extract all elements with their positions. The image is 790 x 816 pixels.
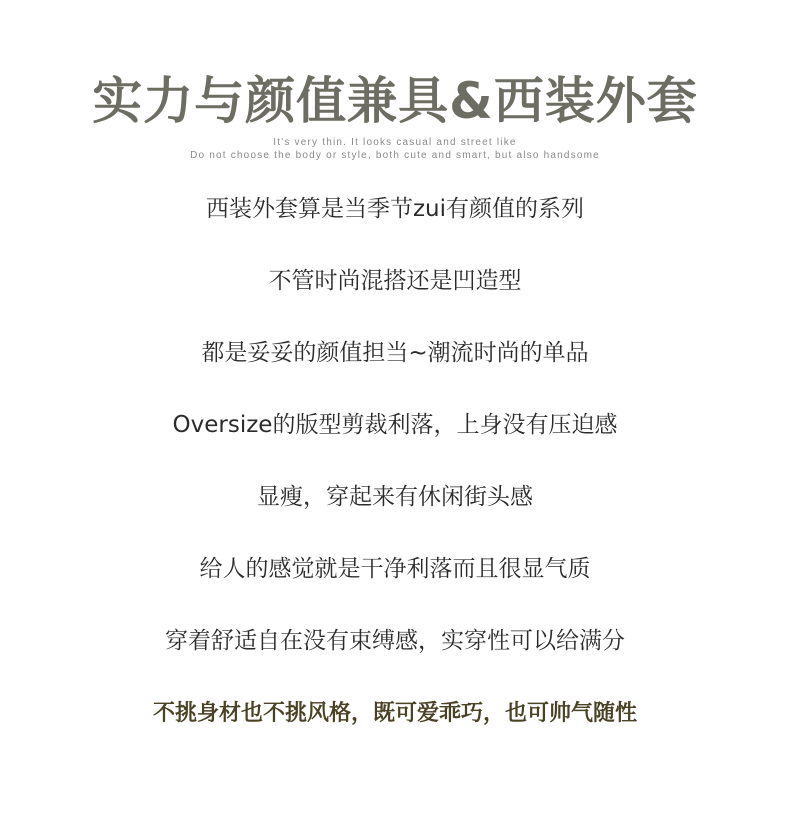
description-line-4: Oversize的版型剪裁利落，上身没有压迫感 — [172, 412, 618, 438]
subtitle-line-2: Do not choose the body or style, both cute and smart, but also handsome — [190, 150, 600, 161]
page-title: 实力与颜值兼具&西装外套 — [92, 72, 698, 130]
description-line-3: 都是妥妥的颜值担当~潮流时尚的单品 — [201, 340, 589, 366]
highlight-line: 不挑身材也不挑风格，既可爱乖巧，也可帅气随性 — [152, 701, 637, 726]
subtitle-line-1: It's very thin. It looks casual and street like — [273, 137, 517, 148]
description-line-5: 显瘦，穿起来有休闲街头感 — [257, 484, 533, 510]
description-line-1: 西装外套算是当季节zui有颜值的系列 — [205, 196, 585, 222]
description-line-2: 不管时尚混搭还是凹造型 — [268, 268, 522, 294]
description-line-6: 给人的感觉就是干净利落而且很显气质 — [199, 556, 591, 582]
description-line-7: 穿着舒适自在没有束缚感，实穿性可以给满分 — [165, 628, 625, 654]
